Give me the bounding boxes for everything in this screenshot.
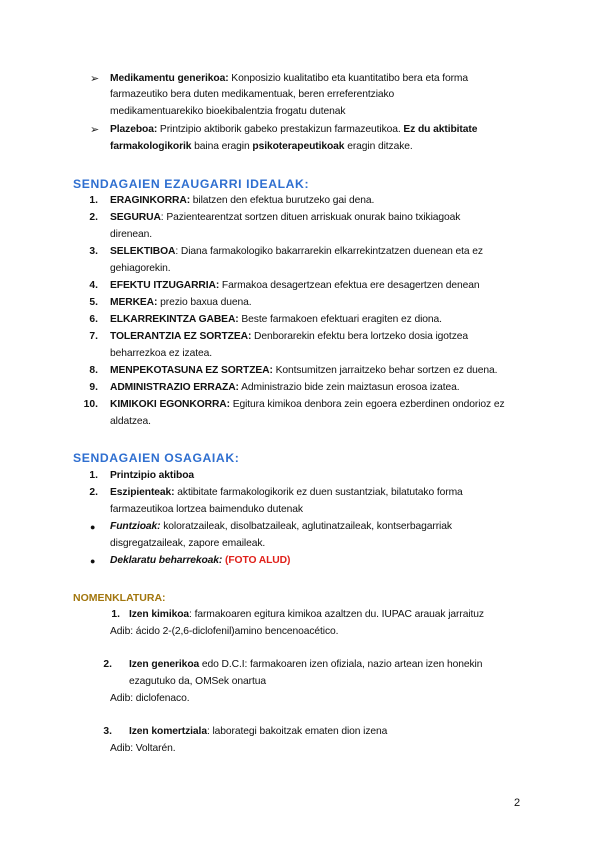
section-heading-components: SENDAGAIEN OSAGAIAK: [73,451,240,465]
list-number: 8. [89,365,98,376]
ideal-property-item: ERAGINKORRA: bilatzen den efektua burutzeko gai dena. [110,195,375,206]
list-number: 3. [103,726,112,737]
bullet-dot-icon: ● [90,522,96,532]
bullet-dot-icon: ● [90,556,96,566]
intro-item-placebo-line2: farmakologikorik baina eragin psikoterapeutikoak eragin ditzake. [110,141,413,152]
list-number: 2. [89,487,98,498]
list-number: 9. [89,382,98,393]
component-excipients: Eszipienteak: aktibitate farmakologikorik ez duen sustantziak, bilatutako forma [110,487,463,498]
component-functions: Funtzioak: koloratzaileak, disolbatzaileak, aglutinatzaileak, kontserbagarriak [110,521,452,532]
nomenclature-commercial-example: Adib: Voltarén. [110,743,176,754]
ideal-property-item: SEGURUA: Pazientearentzat sortzen dituen arriskuak onurak baino txikiagoak [110,212,461,223]
list-number: 5. [89,297,98,308]
list-number: 3. [89,246,98,257]
ideal-property-item: MENPEKOTASUNA EZ SORTZEA: Kontsumitzen jarraitzeko behar sortzen ez duena. [110,365,498,376]
list-number: 2. [103,659,112,670]
ideal-property-item: SELEKTIBOA: Diana farmakologiko bakarrarekin elkarrekintzatzen duenean eta ez [110,246,483,257]
ideal-property-item-line2: aldatzea. [110,416,151,427]
ideal-property-item: TOLERANTZIA EZ SORTZEA: Denborarekin efektu bera lortzeko dosia igotzea [110,331,468,342]
ideal-property-item-line2: gehiagorekin. [110,263,171,274]
list-number: 2. [89,212,98,223]
arrow-bullet-icon: ➢ [90,73,100,85]
component-excipients-line2: farmazeutikoa lortzea baimenduko dutenak [110,504,303,515]
section-heading-ideal: SENDAGAIEN EZAUGARRI IDEALAK: [73,177,310,191]
list-number: 10. [83,399,98,410]
intro-item-generic-line3: medikamentuarekiko bioekibalentzia frogatu dutenak [110,106,346,117]
list-number: 1. [89,470,98,481]
list-number: 1. [89,195,98,206]
list-number: 1. [111,609,120,620]
list-number: 6. [89,314,98,325]
nomenclature-chemical-name: Izen kimikoa: farmakoaren egitura kimikoa azaltzen du. IUPAC arauak jarraituz [129,609,484,620]
ideal-property-item: ELKARREKINTZA GABEA: Beste farmakoen efektuari eragiten ez diona. [110,314,442,325]
list-number: 7. [89,331,98,342]
section-heading-nomenclature: NOMENKLATURA: [73,592,166,604]
intro-item-placebo: Plazeboa: Printzipio aktiborik gabeko prestakizun farmazeutikoa. Ez du aktibitate [110,124,478,135]
component-functions-line2: disgregatzaileak, zapore emaileak. [110,538,266,549]
nomenclature-chemical-example: Adib: ácido 2-(2,6-diclofenil)amino bencenoacético. [110,626,339,637]
ideal-property-item: KIMIKOKI EGONKORRA: Egitura kimikoa denbora zein egoera ezberdinen ondorioz ez [110,399,505,410]
ideal-property-item-line2: direnean. [110,229,153,240]
arrow-bullet-icon: ➢ [90,124,100,136]
page-number: 2 [514,797,521,809]
ideal-property-item-line2: beharrezkoa ez izatea. [110,348,212,359]
component-declared: Deklaratu beharrekoak: (FOTO ALUD) [110,555,291,566]
component-active-principle: Printzipio aktiboa [110,470,195,481]
nomenclature-commercial-name: Izen komertziala: laborategi bakoitzak ematen dion izena [129,726,388,737]
nomenclature-generic-example: Adib: diclofenaco. [110,693,190,704]
nomenclature-generic-line2: ezagutuko da, OMSek onartua [129,676,266,687]
ideal-property-item: ADMINISTRAZIO ERRAZA: Administrazio bide zein maiztasun erosoa izatea. [110,382,460,393]
intro-item-generic: Medikamentu generikoa: Konposizio kualitatibo eta kuantitatibo bera eta forma [110,73,469,84]
intro-item-generic-line2: farmazeutiko bera duten medikamentuak, beren erreferentziako [110,89,395,100]
nomenclature-generic-name: Izen generikoa edo D.C.I: farmakoaren izen ofiziala, nazio artean izen honekin [129,659,483,670]
ideal-property-item: MERKEA: prezio baxua duena. [110,297,252,308]
list-number: 4. [89,280,98,291]
ideal-property-item: EFEKTU ITZUGARRIA: Farmakoa desagertzean efektua ere desagertzen denean [110,280,480,291]
